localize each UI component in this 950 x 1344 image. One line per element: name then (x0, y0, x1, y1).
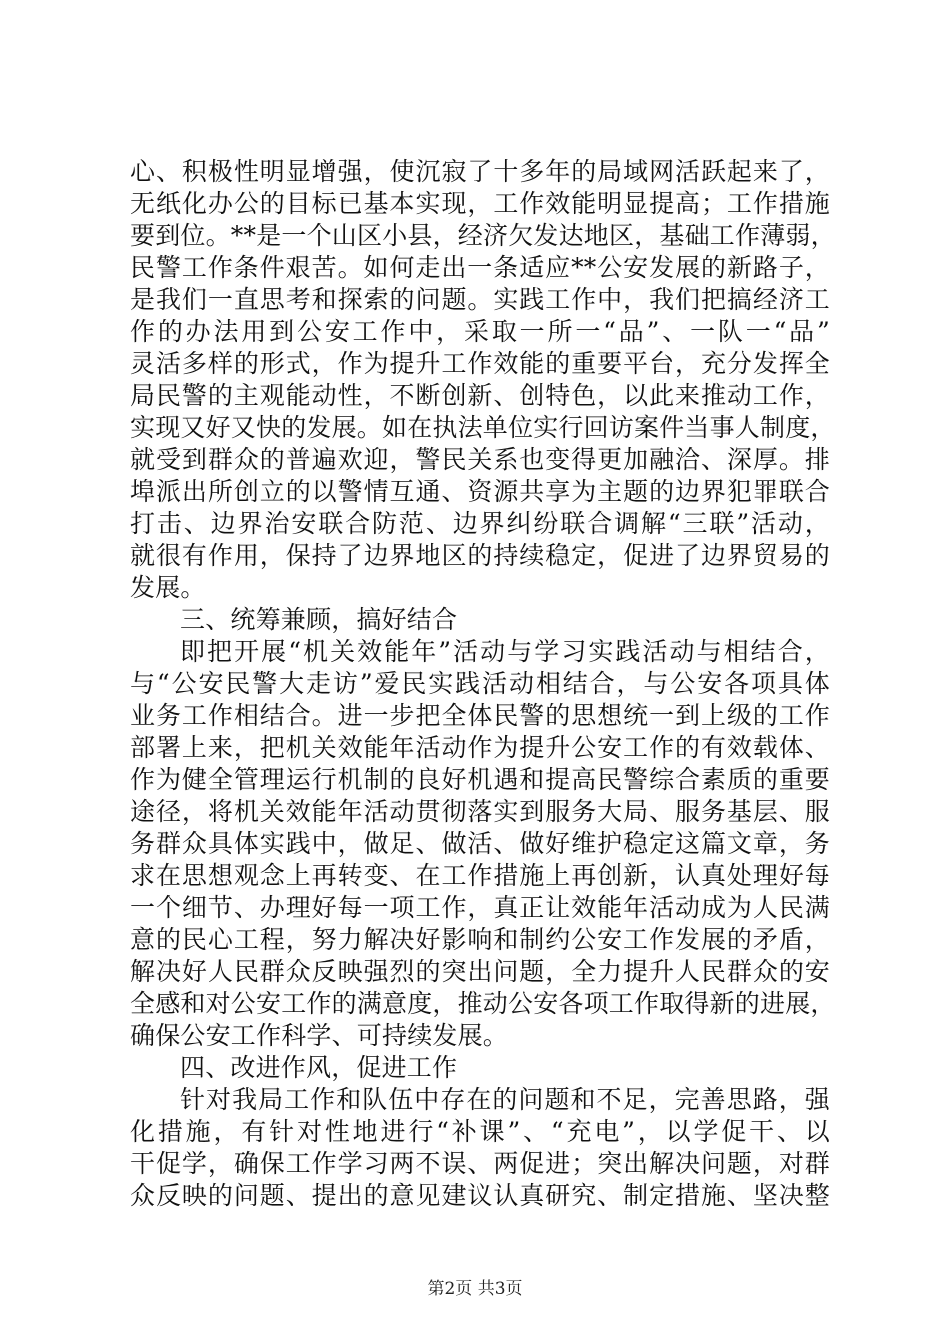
text-line: 埠派出所创立的以警情互通、资源共享为主题的边界犯罪联合 (130, 477, 830, 506)
text-line: 干促学，确保工作学习两不误、两促进；突出解决问题，对群 (130, 1149, 830, 1178)
text-line: 民警工作条件艰苦。如何走出一条适应**公安发展的新路子， (130, 253, 830, 282)
text-line: 众反映的问题、提出的意见建议认真研究、制定措施、坚决整 (130, 1181, 830, 1210)
text-line: 实现又好又快的发展。如在执法单位实行回访案件当事人制度， (130, 413, 836, 442)
text-line: 部署上来，把机关效能年活动作为提升公安工作的有效载体、 (130, 733, 830, 762)
text-line: 途径，将机关效能年活动贯彻落实到服务大局、服务基层、服 (130, 797, 830, 826)
text-line: 化措施，有针对性地进行“补课”、“充电”，以学促干、以 (130, 1117, 830, 1146)
text-line: 一个细节、办理好每一项工作，真正让效能年活动成为人民满 (130, 893, 830, 922)
text-line: 全感和对公安工作的满意度，推动公安各项工作取得新的进展， (130, 989, 836, 1018)
text-line: 局民警的主观能动性，不断创新、创特色，以此来推动工作， (130, 381, 830, 410)
text-line: 发展。 (130, 573, 206, 602)
page-footer: 第2页 共3页 (427, 1279, 523, 1299)
text-line: 意的民心工程，努力解决好影响和制约公安工作发展的矛盾， (130, 925, 830, 954)
text-line: 就很有作用，保持了边界地区的持续稳定，促进了边界贸易的 (130, 541, 830, 570)
text-line: 与“公安民警大走访”爱民实践活动相结合，与公安各项具体 (130, 669, 830, 698)
text-line: 求在思想观念上再转变、在工作措施上再创新，认真处理好每 (130, 861, 830, 890)
text-line: 务群众具体实践中，做足、做活、做好维护稳定这篇文章，务 (130, 829, 830, 858)
text-line: 就受到群众的普遍欢迎，警民关系也变得更加融洽、深厚。排 (130, 445, 830, 474)
text-line: 打击、边界治安联合防范、边界纠纷联合调解“三联”活动， (130, 509, 830, 538)
text-line: 作为健全管理运行机制的良好机遇和提高民警综合素质的重要 (130, 765, 830, 794)
text-line: 心、积极性明显增强，使沉寂了十多年的局域网活跃起来了， (130, 157, 830, 186)
text-line: 作的办法用到公安工作中，采取一所一“品”、一队一“品” (130, 317, 830, 346)
text-line: 要到位。**是一个山区小县，经济欠发达地区，基础工作薄弱， (130, 221, 836, 250)
text-line: 是我们一直思考和探索的问题。实践工作中，我们把搞经济工 (130, 285, 830, 314)
text-line: 解决好人民群众反映强烈的突出问题，全力提升人民群众的安 (130, 957, 830, 986)
text-line: 无纸化办公的目标已基本实现，工作效能明显提高；工作措施 (130, 189, 830, 218)
text-line: 即把开展“机关效能年”活动与学习实践活动与相结合， (180, 637, 830, 666)
document-body (130, 156, 836, 1212)
text-line: 针对我局工作和队伍中存在的问题和不足，完善思路，强 (180, 1085, 830, 1114)
text-line: 灵活多样的形式，作为提升工作效能的重要平台，充分发挥全 (130, 349, 830, 378)
text-line: 确保公安工作科学、可持续发展。 (130, 1021, 509, 1050)
section-heading: 四、改进作风，促进工作 (180, 1053, 458, 1082)
text-line: 业务工作相结合。进一步把全体民警的思想统一到上级的工作 (130, 701, 830, 730)
section-heading: 三、统筹兼顾，搞好结合 (180, 605, 458, 634)
